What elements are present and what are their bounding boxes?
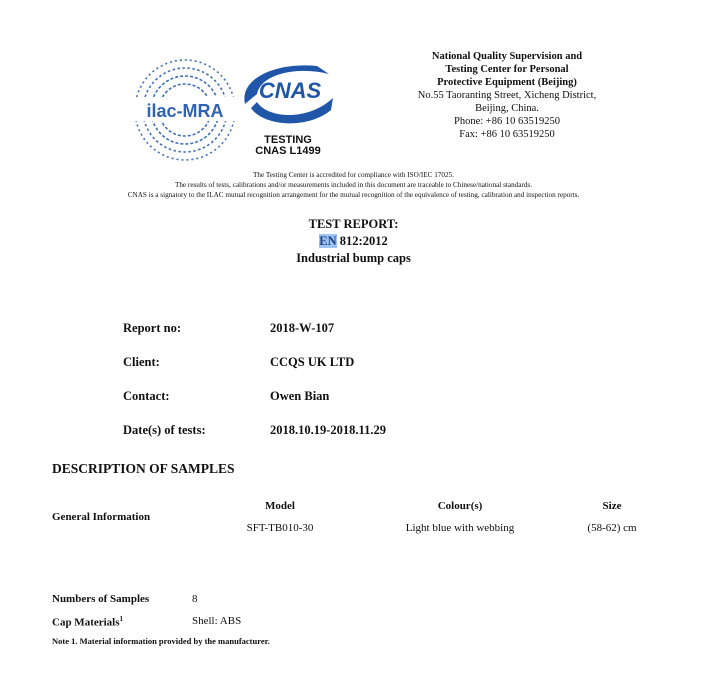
report-title-block	[0, 216, 707, 267]
general-information-label: General Information	[52, 511, 151, 523]
cnas-logo	[237, 58, 339, 156]
ilac-logo-text: ilac-MRA	[146, 101, 224, 121]
lab-phone: Phone: +86 10 63519250	[454, 116, 560, 127]
cap-materials-label	[52, 615, 123, 629]
lab-fax: Fax: +86 10 63519250	[459, 129, 555, 140]
report-subtitle: Industrial bump caps	[296, 251, 411, 265]
contact-label: Contact:	[123, 389, 170, 403]
report-standard	[0, 233, 707, 250]
numbers-of-samples-value: 8	[192, 593, 198, 605]
cap-materials-value: Shell: ABS	[192, 615, 242, 627]
cnas-caption-testing: TESTING	[264, 134, 312, 146]
client-label: Client:	[123, 355, 160, 369]
numbers-of-samples-label: Numbers of Samples	[52, 593, 150, 605]
contact-value: Owen Bian	[270, 389, 330, 403]
accreditation-line-1: The Testing Center is accredited for compliance with ISO/IEC 17025.	[253, 171, 454, 179]
model-value: SFT-TB010-30	[246, 522, 314, 534]
lab-name-line-3: Protective Equipment (Beijing)	[437, 77, 577, 88]
lab-name-line-2: Testing Center for Personal	[445, 64, 569, 75]
lab-address-line-2: Beijing, China.	[475, 103, 539, 114]
cap-materials-label-text: Cap Materials	[52, 616, 120, 629]
model-column-header: Model	[265, 500, 295, 512]
report-no-label: Report no:	[123, 321, 181, 335]
accreditation-line-3: CNAS is a signatory to the ILAC mutual recognition arrangement for the mutual recognition of the equivalence of testing, calibration and inspection reports.	[127, 191, 580, 199]
ilac-mra-logo	[130, 55, 240, 165]
footnote: Note 1. Material information provided by the manufacturer.	[52, 636, 270, 646]
size-value: (58-62) cm	[587, 522, 637, 534]
lab-name-line-1: National Quality Supervision and	[431, 51, 583, 62]
cap-materials-footnote-marker: 1	[119, 615, 124, 623]
standard-prefix-highlight: EN	[319, 234, 337, 248]
colour-column-header: Colour(s)	[437, 500, 483, 512]
client-value: CCQS UK LTD	[270, 355, 355, 369]
report-heading: TEST REPORT:	[308, 217, 399, 231]
cnas-caption-code: CNAS L1499	[255, 145, 321, 157]
test-dates-label: Date(s) of tests:	[123, 423, 206, 437]
samples-heading: DESCRIPTION OF SAMPLES	[52, 461, 235, 476]
lab-address-line-1: No.55 Taoranting Street, Xicheng District,	[417, 90, 597, 101]
accreditation-line-2: The results of tests, calibrations and/or measurements included in this document are traceable to Chinese/national standards.	[174, 181, 533, 189]
cnas-logo-text: CNAS	[258, 78, 322, 103]
colour-value: Light blue with webbing	[405, 522, 515, 534]
lab-address-block	[392, 50, 622, 141]
report-no-value: 2018-W-107	[270, 321, 335, 335]
size-column-header: Size	[602, 500, 622, 512]
standard-number: 812:2012	[336, 234, 388, 248]
test-dates-value: 2018.10.19-2018.11.29	[270, 423, 386, 437]
